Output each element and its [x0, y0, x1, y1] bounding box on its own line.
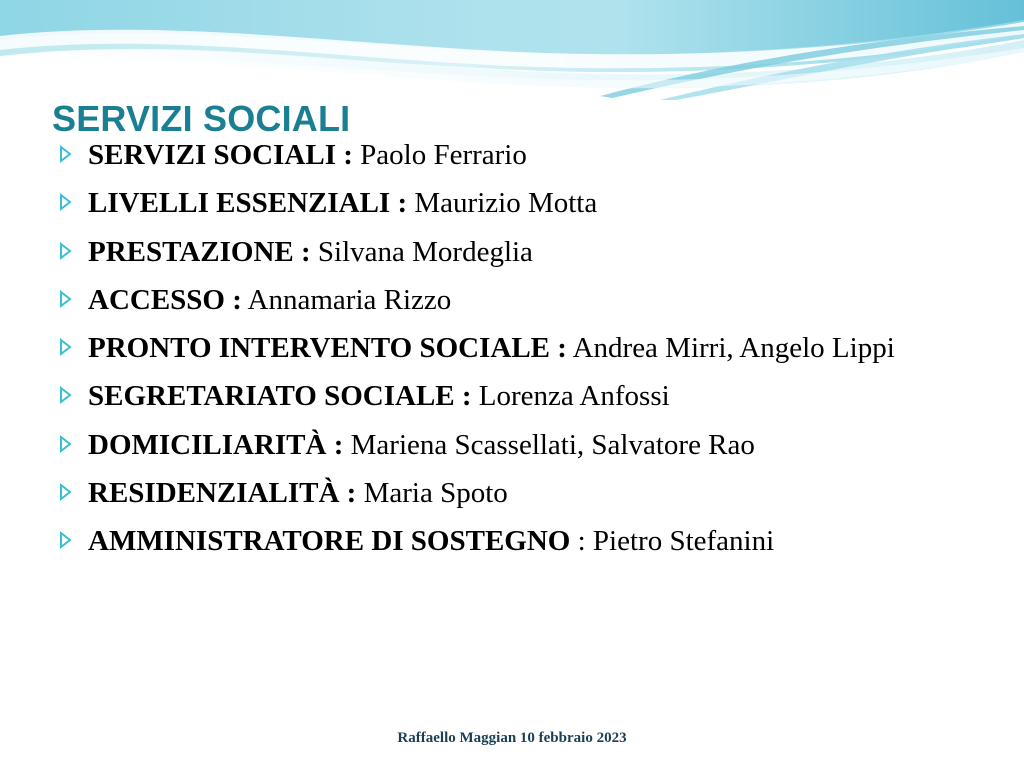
- slide-footer: Raffaello Maggian 10 febbraio 2023: [397, 730, 627, 746]
- list-item-rest: Annamaria Rizzo: [241, 283, 452, 316]
- bullet-list: [58, 136, 988, 570]
- list-item-rest: Andrea Mirri, Angelo Lippi: [566, 332, 895, 365]
- chevron-right-icon: [58, 329, 88, 356]
- list-item: [58, 136, 988, 174]
- list-item-lead: DOMICILIARITÀ :: [88, 428, 344, 461]
- list-item-rest: Maurizio Motta: [407, 187, 598, 220]
- list-item-text: [88, 329, 988, 367]
- chevron-right-icon: [58, 184, 88, 211]
- list-item-text: [88, 184, 988, 222]
- list-item: [58, 184, 988, 222]
- list-item-lead: PRESTAZIONE :: [88, 235, 311, 268]
- list-item-text: [88, 233, 988, 271]
- list-item-lead: PRONTO INTERVENTO SOCIALE :: [88, 332, 567, 365]
- list-item-lead: RESIDENZIALITÀ :: [88, 476, 357, 509]
- list-item-text: [88, 426, 988, 464]
- list-item: [58, 281, 988, 319]
- list-item: [58, 329, 988, 367]
- list-item-lead: ACCESSO :: [88, 283, 242, 316]
- list-item: [58, 474, 988, 512]
- list-item: [58, 426, 988, 464]
- chevron-right-icon: [58, 281, 88, 308]
- list-item-rest: Lorenza Anfossi: [471, 380, 670, 413]
- list-item-lead: SERVIZI SOCIALI :: [88, 139, 353, 171]
- list-item-text: [88, 281, 988, 319]
- page-title: SERVIZI SOCIALI: [52, 98, 351, 139]
- list-item-lead: AMMINISTRATORE DI SOSTEGNO: [88, 525, 571, 558]
- list-item-text: [88, 377, 988, 415]
- list-item: [58, 377, 988, 415]
- chevron-right-icon: [58, 233, 88, 260]
- list-item-text: [88, 136, 988, 174]
- list-item-lead: SEGRETARIATO SOCIALE :: [88, 380, 472, 413]
- list-item-rest: : Pietro Stefanini: [570, 525, 775, 558]
- chevron-right-icon: [58, 474, 88, 501]
- list-item-rest: Silvana Mordeglia: [310, 235, 533, 268]
- chevron-right-icon: [58, 136, 88, 163]
- list-item-text: [88, 474, 988, 512]
- list-item: [58, 522, 988, 560]
- list-item-text: [88, 522, 988, 560]
- list-item-rest: Paolo Ferrario: [352, 139, 527, 171]
- list-item-rest: Mariena Scassellati, Salvatore Rao: [343, 428, 755, 461]
- chevron-right-icon: [58, 377, 88, 404]
- chevron-right-icon: [58, 522, 88, 549]
- list-item: [58, 233, 988, 271]
- header-decoration: [0, 0, 1024, 100]
- chevron-right-icon: [58, 426, 88, 453]
- list-item-lead: LIVELLI ESSENZIALI :: [88, 187, 408, 220]
- list-item-rest: Maria Spoto: [356, 476, 508, 509]
